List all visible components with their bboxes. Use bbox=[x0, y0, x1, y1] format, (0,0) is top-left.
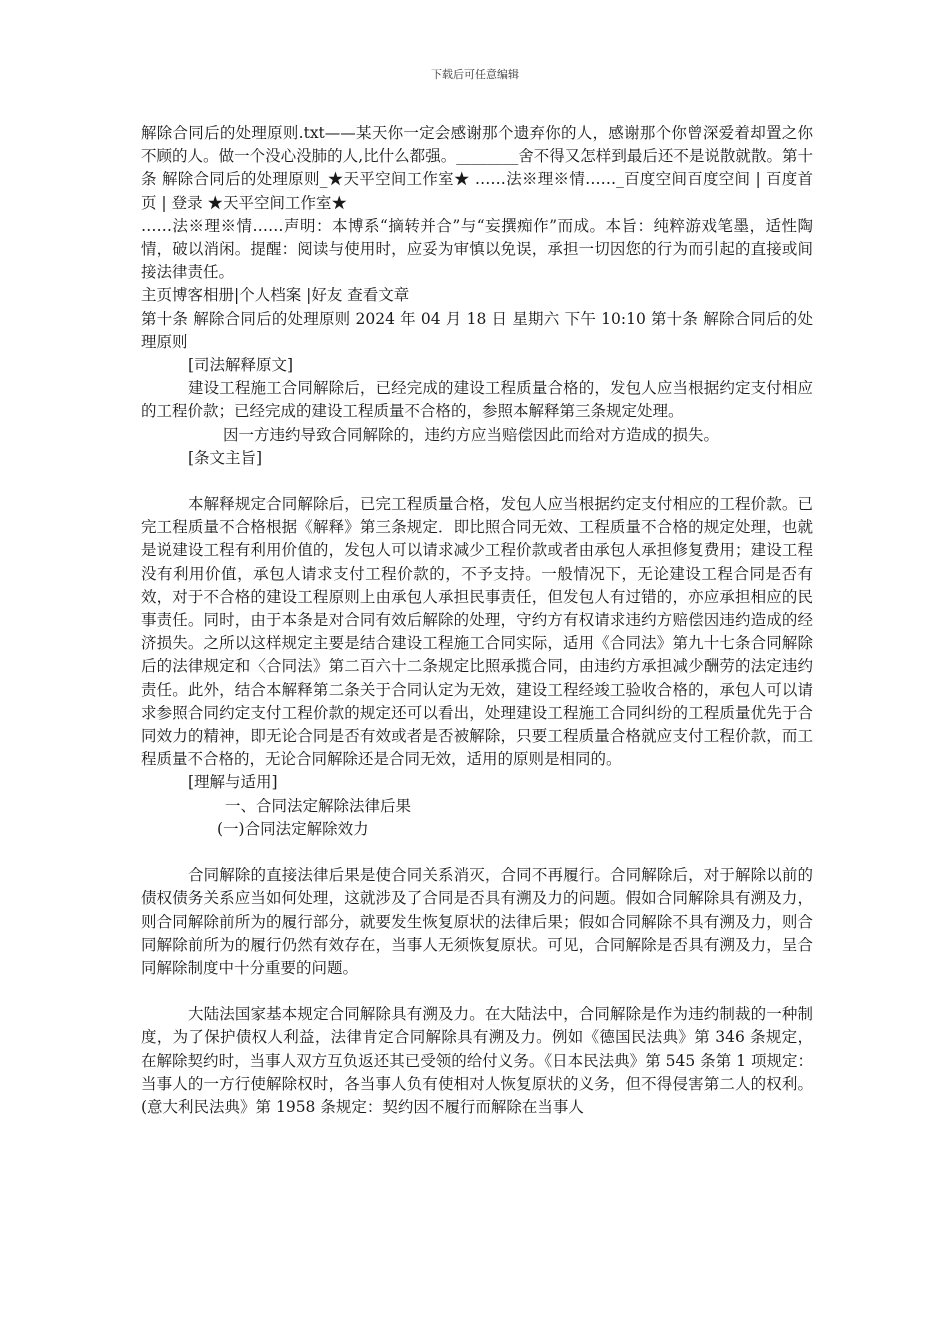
document-body bbox=[141, 122, 813, 1119]
blog-nav-links: 主页博客相册|个人档案 |好友 查看文章 bbox=[141, 286, 410, 305]
subheading-1: 一、合同法定解除法律后果 bbox=[225, 796, 412, 815]
section-heading-purpose: [条文主旨] bbox=[188, 448, 263, 467]
subheading-1-1: (一)合同法定解除效力 bbox=[217, 819, 369, 838]
section-heading-original: [司法解释原文] bbox=[188, 356, 294, 375]
original-text-paragraph-2: 因一方违约导致合同解除的，违约方应当赔偿因此而给对方造成的损失。 bbox=[223, 425, 720, 444]
original-text-paragraph: 建设工程施工合同解除后，已经完成的建设工程质量合格的，发包人应当根据约定支付相应的工程价款；已经完成的建设工程质量不合格的，参照本解释第三条规定处理。 bbox=[141, 379, 813, 421]
intro-paragraph: 解除合同后的处理原则.txt——某天你一定会感谢那个遗弃你的人，感谢那个你曾深爱着却置之你不顾的人。做一个没心没肺的人,比什么都强。________舍不得又怎样到最后还不是说散就散。第十条 解除合同后的处理原则_★天平空间工作室★ ……法※理※情……_百度空间百度空间 | 百度首页 | 登录 ★天平空间工作室★ bbox=[141, 124, 813, 212]
article-title-line: 第十条 解除合同后的处理原则 2024 年 04 月 18 日 星期六 下午 10:10 第十条 解除合同后的处理原则 bbox=[141, 309, 813, 351]
section-heading-understanding: [理解与适用] bbox=[188, 773, 278, 792]
blog-statement: ……法※理※情……声明：本博系“摘转并合”与“妄撰痴作”而成。本旨：纯粹游戏笔墨，适性陶情，破以消闲。提醒：阅读与使用时，应妥为审慎以免误，承担一切因您的行为而引起的直接或间接法律责任。 bbox=[141, 216, 813, 282]
effect-paragraph: 合同解除的直接法律后果是使合同关系消灭，合同不再履行。合同解除后，对于解除以前的债权债务关系应当如何处理，这就涉及了合同是否具有溯及力的问题。假如合同解除具有溯及力，则合同解除前所为的履行部分，就要发生恢复原状的法律后果；假如合同解除不具有溯及力，则合同解除前所为的履行仍然有效存在，当事人无须恢复原状。可见，合同解除是否具有溯及力，呈合同解除制度中十分重要的问题。 bbox=[141, 866, 813, 977]
purpose-paragraph: 本解释规定合同解除后，已完工程质量合格，发包人应当根据约定支付相应的工程价款。已完工程质量不合格根据《解释》第三条规定．即比照合同无效、工程质量不合格的规定处理，也就是说建设工程有利用价值的，发包人可以请求减少工程价款或者由承包人承担修复费用；建设工程没有利用价值，承包人请求支付工程价款的，不予支持。一般情况下，无论建设工程合同是否有效，对于不合格的建设工程原则上由承包人承担民事责任，但发包人有过错的，亦应承担相应的民事责任。同时，由于本条是对合同有效后解除的处理，守约方有权请求违约方赔偿因违约造成的经济损失。之所以这样规定主要是结合建设工程施工合同实际，适用《合同法》第九十七条合同解除后的法律规定和〈合同法》第二百六十二条规定比照承揽合同，由违约方承担减少酬劳的法定违约责任。此外，结合本解释第二条关于合同认定为无效，建设工程经竣工验收合格的，承包人可以请求参照合同约定支付工程价款的规定还可以看出，处理建设工程施工合同纠纷的工程质量优先于合同效力的精神，即无论合同是否有效或者是否被解除，只要工程质量合格就应支付工程价款，而工程质量不合格的，无论合同解除还是合同无效，适用的原则是相同的。 bbox=[141, 495, 813, 769]
page-header: 下载后可任意编辑 bbox=[431, 68, 519, 81]
civil-law-paragraph: 大陆法国家基本规定合同解除具有溯及力。在大陆法中，合同解除是作为违约制裁的一种制度，为了保护债权人利益，法律肯定合同解除具有溯及力。例如《德国民法典》第 346 条规定，在解除契约时，当事人双方互负返还其已受领的给付义务。《日本民法典》第 545 条第 1 项规定：当事人的一方行使解除权时，各当事人负有使相对人恢复原状的义务，但不得侵害第二人的权利。(意大利民法典》第 1958 条规定：契约因不履行而解除在当事人 bbox=[141, 1005, 813, 1116]
